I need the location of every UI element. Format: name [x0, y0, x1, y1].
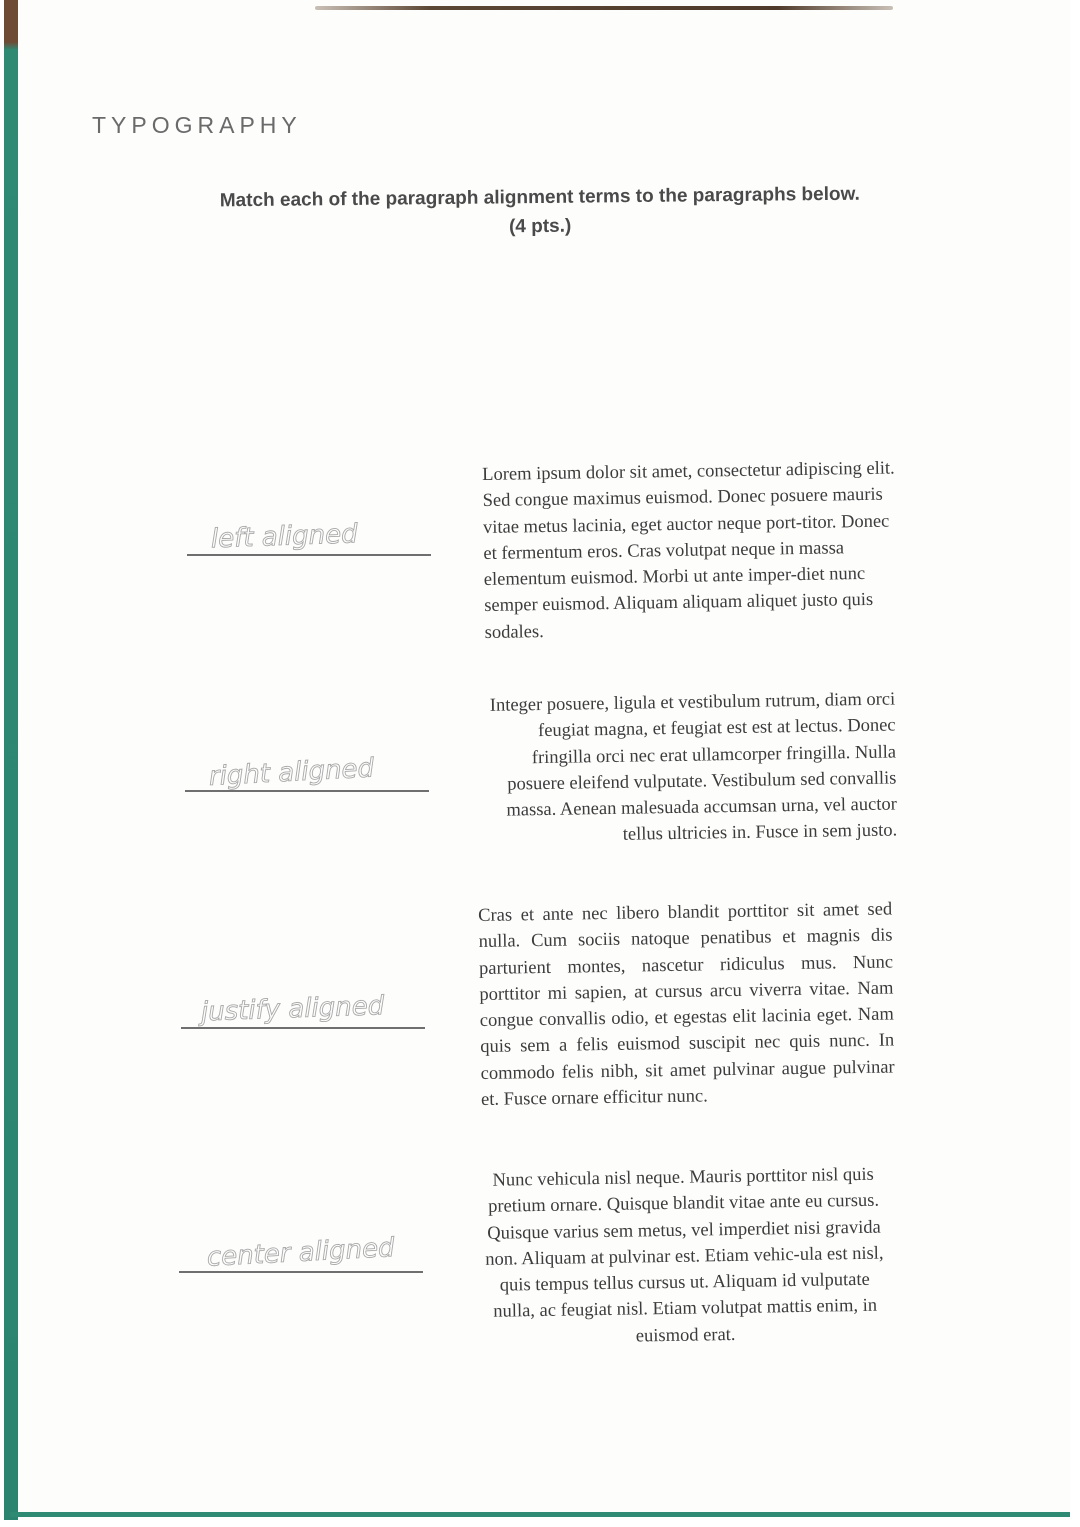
svg-text:left aligned: left aligned	[210, 519, 359, 555]
instructions-points: (4 pts.)	[508, 215, 572, 238]
answer-blank-3[interactable]	[181, 987, 425, 1029]
answer-blank-4[interactable]	[179, 1231, 423, 1273]
answer-blank-1[interactable]	[187, 514, 431, 556]
page-edge-bottom	[10, 1512, 1070, 1517]
paragraph-1: Lorem ipsum dolor sit amet, consectetur adipiscing elit. Sed congue maximus euismod. Donec posuere mauris vitae metus lacinia, eget auctor neque port-titor. Donec et fermentum eros. Cras volutpat neque in massa elementum euismod. Morbi ut ante imper-diet nunc semper euismod. Aliquam aliquam aliquet justo quis sodales.	[482, 458, 895, 643]
svg-text:right aligned: right aligned	[208, 753, 375, 793]
section-heading: TYPOGRAPHY	[92, 112, 302, 138]
paragraph-2: Integer posuere, ligula et vestibulum rutrum, diam orci feugiat magna, et feugiat est est at lectus. Donec fringilla orci nec erat ullamcorper fringilla. Nulla posuere eleifend vulputate. Vestibulum sed convallis massa. Aenean malesuada accumsan urna, vel auctor tellus ultricies in. Fusce in sem justo.	[489, 689, 898, 846]
handwritten-answer-2	[185, 750, 429, 793]
handwritten-answer-3	[181, 987, 425, 1027]
handwritten-answer-4	[179, 1231, 423, 1271]
svg-text:center aligned: center aligned	[206, 1233, 396, 1273]
instructions	[160, 179, 921, 245]
paragraph-4: Nunc vehicula nisl neque. Mauris porttitor nisl quis pretium ornare. Quisque blandit vitae ante eu cursus. Quisque varius sem metus, vel imperdiet nisi gravida non. Aliquam at pulvinar est. Etiam vehic-ula est nisl, quis tempus tellus cursus ut. Aliquam id vulputate nulla, ac feugiat nisl. Etiam volutpat mattis enim, in euismod erat.	[485, 1164, 884, 1347]
instructions-line: Match each of the paragraph alignment terms to the paragraphs below.	[219, 183, 861, 212]
handwritten-answer-1	[187, 514, 431, 554]
answer-blank-2[interactable]	[185, 750, 429, 792]
binder-edge-left	[4, 0, 18, 1520]
page-edge-top	[315, 6, 893, 10]
paragraph-3: Cras et ante nec libero blandit porttitor sit amet sed nulla. Cum sociis natoque penatibus et magnis dis parturient montes, nascetur ridiculus mus. Nunc porttitor mi sapien, at cursus arcu viverra vitae. Nam congue convallis odio, et egestas elit lacinia eget. Nam quis sem a felis euismod suscipit nec quis nunc. In commodo felis nibh, sit amet pulvinar augue pulvinar et. Fusce ornare efficitur nunc.	[478, 899, 895, 1111]
svg-text:justify aligned: justify aligned	[200, 991, 385, 1028]
